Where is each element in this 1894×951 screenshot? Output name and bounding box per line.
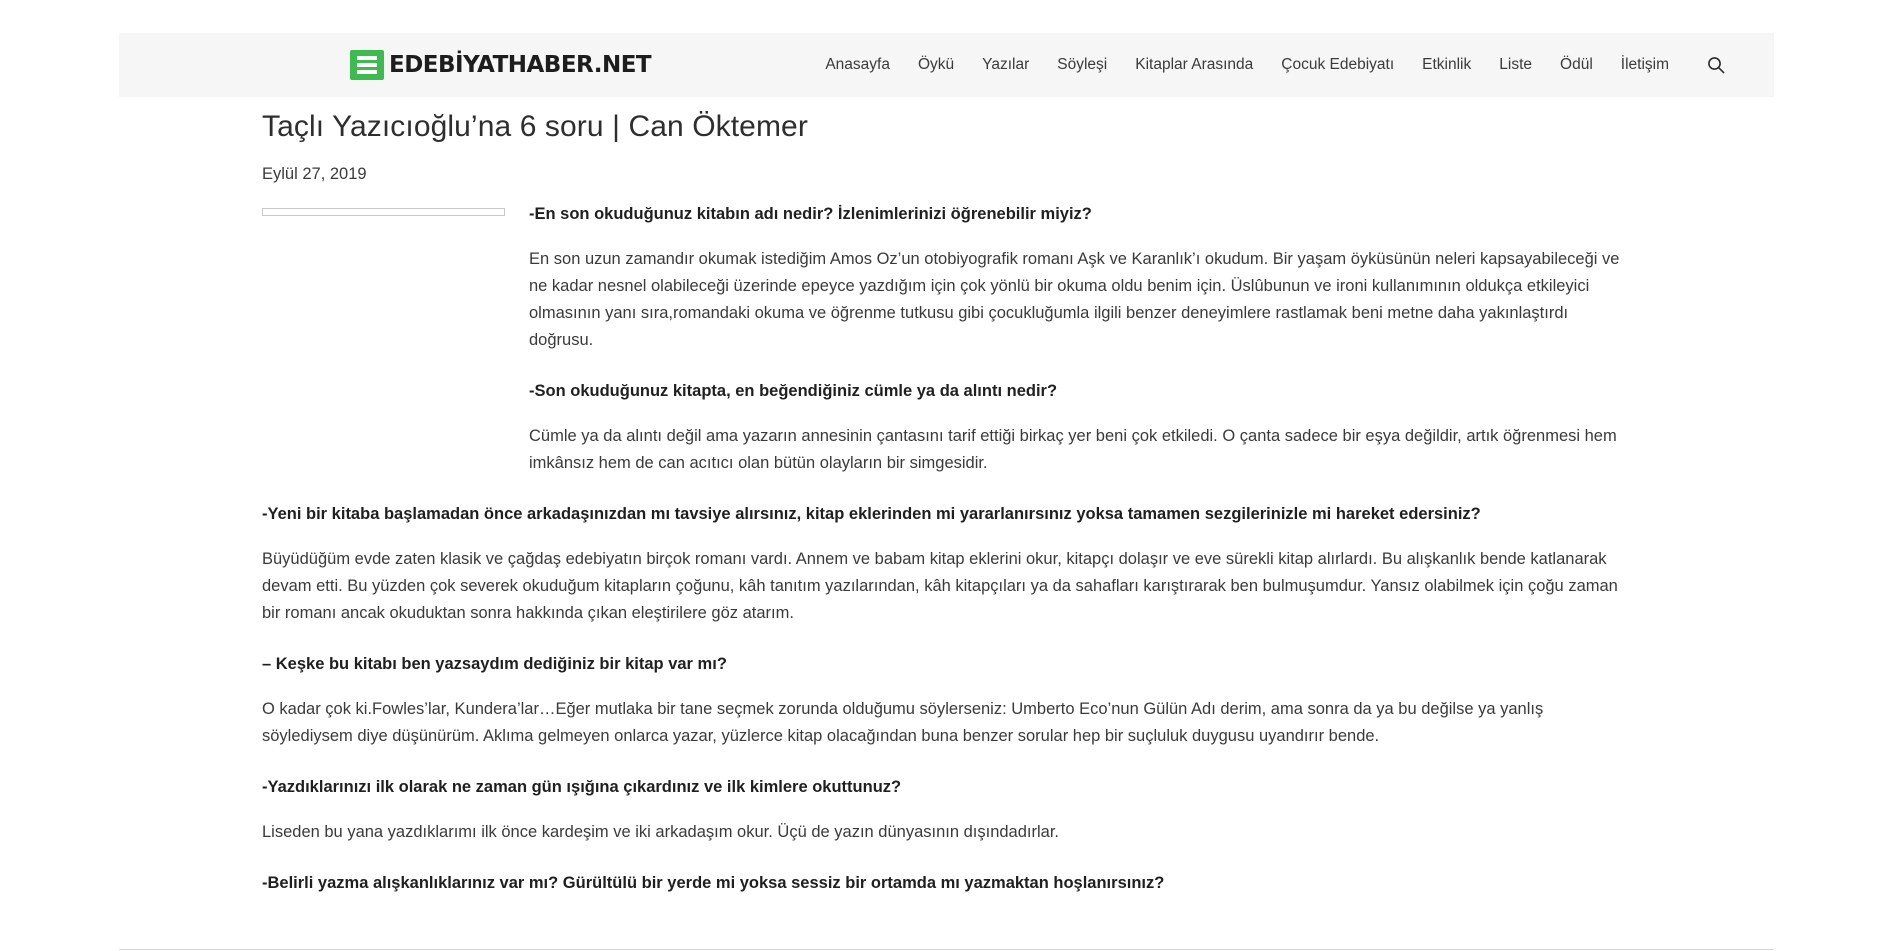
- nav-item-anasayfa[interactable]: Anasayfa: [825, 56, 890, 73]
- question-6: -Belirli yazma alışkanlıklarınız var mı? Gürültülü bir yerde mi yoksa sessiz bir ortamda mı yazmaktan hoşlanırsınız?: [262, 874, 1165, 892]
- publish-date: Eylül 27, 2019: [262, 165, 367, 183]
- nav-item-kitaplar-arasinda[interactable]: Kitaplar Arasında: [1135, 56, 1254, 73]
- article-thumbnail: [262, 208, 505, 216]
- logo-text-main: EDEBİYATHABER: [389, 52, 594, 78]
- question-1: -En son okuduğunuz kitabın adı nedir? İzlenimlerinizi öğrenebilir miyiz?: [529, 205, 1092, 223]
- main-navigation: [811, 54, 1774, 76]
- answer-4: O kadar çok ki.Fowles’lar, Kundera’lar…Eğer mutlaka bir tane seçmek zorunda olduğumu söylerseniz: Umberto Eco’nun Gülün Adı derim, ama sonra da ya bu değilse ya yanlış söylediysem diye düşünürüm. Aklıma gelmeyen onlarca yazar, yüzlerce kitap olacağından buna benzer sorular hep bir suçluluk duygusu uyandırır bende.: [262, 700, 1544, 745]
- site-header: [119, 33, 1774, 97]
- answer-1: En son uzun zamandır okumak istediğim Amos Oz’un otobiyografik romanı Aşk ve Karanlık’ı okudum. Bir yaşam öyküsünün neleri kapsayabileceği ve ne kadar nesnel olabileceği üzerinde epeyce yazdığım için çok yönlü bir okuma oldu benim için. Üslûbunun ve ironi kullanımının oldukça etkileyici olmasının yanı sıra,romandaki okuma ve öğrenme tutkusu gibi çocukluğumla ilgili benzer deneyimlere rastlamak beni metne daha yakınlaştırdı doğrusu.: [529, 250, 1620, 349]
- article-body: [262, 201, 1628, 915]
- question-4: – Keşke bu kitabı ben yazsaydım dediğiniz bir kitap var mı?: [262, 655, 727, 673]
- nav-item-cocuk-edebiyati[interactable]: Çocuk Edebiyatı: [1281, 56, 1395, 73]
- footer-divider: [119, 949, 1774, 950]
- question-2: -Son okuduğunuz kitapta, en beğendiğiniz cümle ya da alıntı nedir?: [529, 382, 1058, 400]
- question-5: -Yazdıklarınızı ilk olarak ne zaman gün ışığına çıkardınız ve ilk kimlere okuttunuz?: [262, 778, 902, 796]
- nav-item-oyku[interactable]: Öykü: [917, 56, 955, 73]
- logo-text-suffix: .NET: [593, 52, 652, 78]
- search-icon[interactable]: [1705, 54, 1727, 76]
- nav-item-liste[interactable]: Liste: [1499, 56, 1533, 73]
- nav-item-odul[interactable]: Ödül: [1560, 56, 1593, 73]
- nav-item-iletisim[interactable]: İletişim: [1620, 56, 1669, 73]
- nav-item-yazilar[interactable]: Yazılar: [982, 56, 1030, 73]
- nav-item-etkinlik[interactable]: Etkinlik: [1422, 56, 1472, 73]
- answer-2: Cümle ya da alıntı değil ama yazarın annesinin çantasını tarif ettiği birkaç yer beni çok etkiledi. O çanta sadece bir eşya değildir, artık öğrenmesi hem imkânsız hem de can acıtıcı olan bütün olayların bir simgesidir.: [529, 427, 1617, 472]
- question-3: -Yeni bir kitaba başlamadan önce arkadaşınızdan mı tavsiye alırsınız, kitap eklerinden mi yararlanırsınız yoksa tamamen sezgilerinizle mi hareket edersiniz?: [262, 505, 1481, 523]
- answer-5: Liseden bu yana yazdıklarımı ilk önce kardeşim ve iki arkadaşım okur. Üçü de yazın dünyasının dışındadırlar.: [262, 823, 1059, 841]
- nav-item-soylesi[interactable]: Söyleşi: [1057, 56, 1108, 73]
- site-logo[interactable]: [350, 50, 651, 80]
- logo-mark-icon: [350, 50, 384, 80]
- logo-text: [389, 52, 651, 78]
- page-title: Taçlı Yazıcıoğlu’na 6 soru | Can Öktemer: [262, 110, 808, 143]
- answer-3: Büyüdüğüm evde zaten klasik ve çağdaş edebiyatın birçok romanı vardı. Annem ve babam kitap eklerini okur, kitapçı dolaşır ve eve sürekli kitap alırlardı. Bu alışkanlık bende katlanarak devam etti. Bu yüzden çok severek okuduğum kitapların çoğunu, kâh tanıtım yazılarından, kâh kitapçıları ya da sahafları karıştırarak ben bulmuşumdur. Yansız olabilmek için çoğu zaman bir romanı ancak okuduktan sonra hakkında çıkan eleştirilere göz atarım.: [262, 550, 1618, 622]
- intro-section: [262, 201, 1628, 501]
